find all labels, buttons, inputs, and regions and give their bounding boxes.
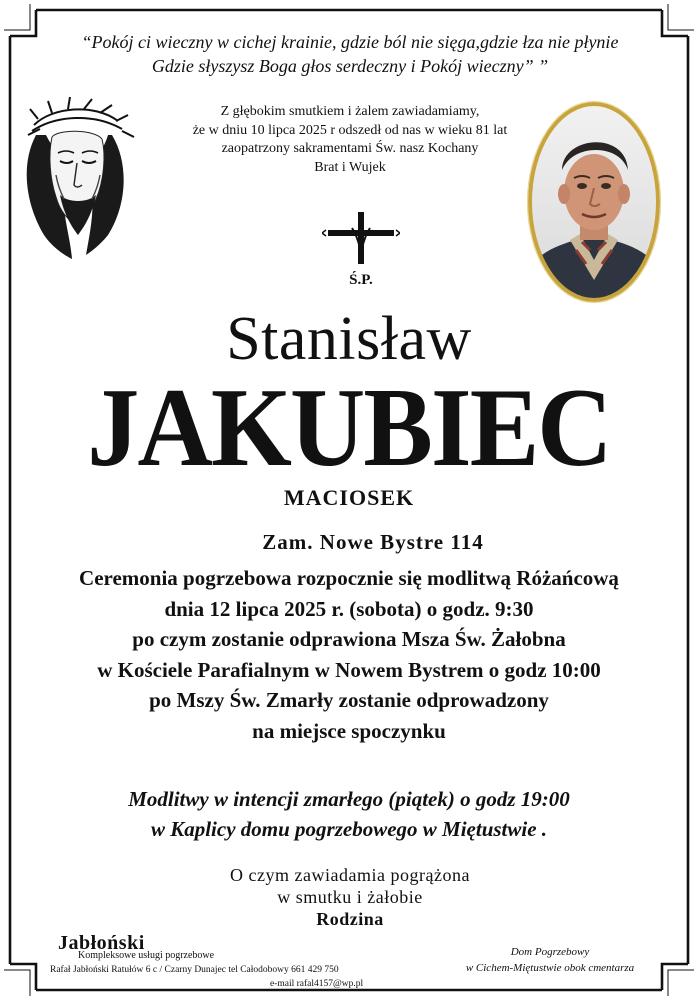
ceremony-line-4: w Kościele Parafialnym w Nowem Bystrem o godz 10:00 [97,657,601,682]
motto-line-2: Gdzie słyszysz Boga głos serdeczny i Pokój wieczny” ” [151,56,549,76]
notice-line-2: w smutku i żałobie [277,887,423,907]
announcement-intro [150,103,550,177]
motto [30,30,670,78]
last-name: JAKUBIEC [87,366,611,490]
motto-line-1: “Pokój ci wieczny w cichej krainie, gdzie ból nie sięga,gdzie łza nie płynie [81,32,619,52]
intro-line-3: zaopatrzony sakramentami Św. nasz Kochany [221,141,479,156]
intro-line-2: że w dniu 10 lipca 2025 r odszedł od nas w wieku 81 lat [192,122,508,138]
company-logo: Jabłoński [58,932,145,954]
prayer-details [0,784,698,844]
notice-line-1: O czym zawiadamia pogrążona [230,865,470,885]
ceremony-line-5: po Mszy Św. Zmarły zostanie odprowadzony [149,688,549,712]
funeral-home-line-2: w Cichem-Miętustwie obok cmentarza [465,962,635,974]
intro-line-1: Z głębokim smutkiem i żalem zawiadamiamy, [220,104,480,119]
family-signature: Rodzina [316,909,384,929]
jesus-crown-of-thorns-icon [12,95,140,260]
ceremony-line-3: po czym zostanie odprawiona Msza Św. Żałobna [132,627,566,651]
intro-line-4: Brat i Wujek [314,159,386,175]
cross-caption: Ś.P. [349,272,373,288]
first-name: Stanisław [226,305,472,373]
company-email: e-mail rafal4157@wp.pl [270,979,364,989]
ceremony-details [0,563,698,746]
prayer-line-1: Modlitwy w intencji zmarłego (piątek) o godz 19:00 [128,787,570,811]
cross-icon [322,208,400,288]
prayer-line-2: w Kaplicy domu pogrzebowego w Miętustwie . [150,817,548,841]
address: Zam. Nowe Bystre 114 [262,530,484,554]
funeral-home-line-1: Dom Pogrzebowy [510,946,590,958]
funeral-home [440,944,660,976]
ceremony-line-6: na miejsce spoczynku [252,718,446,743]
family-notice [160,864,540,930]
ceremony-line-1: Ceremonia pogrzebowa rozpocznie się modlitwą Różańcową [79,566,619,590]
nickname: MACIOSEK [283,485,415,510]
company-address: Rafał Jabłoński Ratułów 6 c / Czarny Dunajec tel Całodobowy 661 429 750 [50,965,339,975]
ceremony-line-2: dnia 12 lipca 2025 r. (sobota) o godz. 9:30 [164,596,534,621]
portrait-photo [526,100,662,304]
company-subtitle: Kompleksowe usługi pogrzebowe [78,950,215,961]
